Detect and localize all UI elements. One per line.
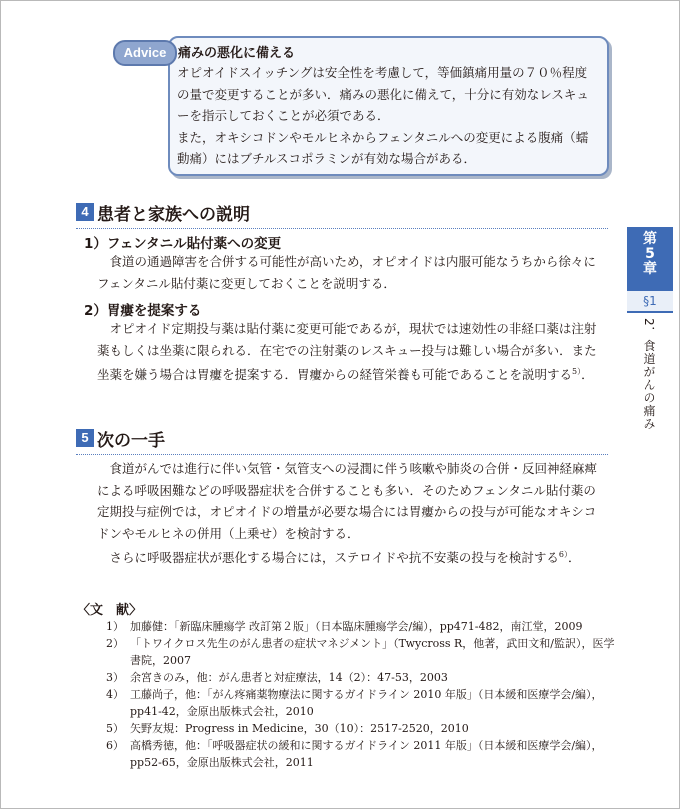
reference-number: 2） bbox=[106, 637, 124, 650]
advice-paragraph: オピオイドスイッチングは安全性を考慮して，等価鎮痛用量の７０％程度の量で変更することが多い．痛みの悪化に備えて，十分に有効なレスキューを指示しておくことが必須である． bbox=[177, 65, 589, 123]
paragraph-body: さらに呼吸器症状が悪化する場合には，ステロイドや抗不安薬の投与を検討する bbox=[109, 550, 559, 566]
reference-number: 4） bbox=[106, 688, 124, 701]
reference-item bbox=[100, 669, 615, 686]
section-title: 患者と家族への説明 bbox=[97, 205, 250, 225]
references-heading: 〈文 献〉 bbox=[77, 603, 143, 618]
reference-text: 高橋秀徳，他：「呼吸器症状の緩和に関するガイドライン 2011 年版」（日本緩和医療学会/編），pp52-65，金原出版株式会社，2011 bbox=[130, 739, 603, 769]
advice-title: 痛みの悪化に備える bbox=[178, 46, 296, 61]
paragraph-text: 食道の通過障害を合併する可能性が高いため，オピオイドは内服可能なうちから徐々にフェンタニル貼付薬に変更しておくことを説明する． bbox=[97, 254, 596, 291]
paragraph-text: 食道がんでは進行に伴い気管・気管支への浸潤に伴う咳嗽や肺炎の合併・反回神経麻痺による呼吸困難などの呼吸器症状を合併することも多い．そのためフェンタニル貼付薬の定期投与症例では，オピオイドの増量が必要な場合には胃瘻からの投与が可能なオキシコドンやモルヒネの併用（上乗せ）を検討する． bbox=[97, 461, 598, 541]
reference-text: 余宮きのみ，他：がん患者と対症療法，14（2）：47-53，2003 bbox=[130, 671, 448, 684]
section-number: 4 bbox=[76, 203, 94, 221]
paragraph-next-step bbox=[97, 458, 607, 569]
paragraph-text bbox=[97, 544, 607, 569]
section-tab: §1 bbox=[627, 291, 673, 313]
paragraph-fentanyl bbox=[97, 251, 607, 294]
citation-ref: 5） bbox=[572, 367, 582, 376]
reference-number: 1） bbox=[106, 620, 124, 633]
advice-body bbox=[177, 62, 599, 170]
section-heading-4 bbox=[76, 200, 608, 229]
advice-badge: Advice bbox=[113, 40, 177, 66]
paragraph-end: ． bbox=[581, 367, 594, 383]
chapter-tab bbox=[627, 227, 673, 291]
subheading-fentanyl: 1）フェンタニル貼付薬への変更 bbox=[84, 236, 282, 252]
paragraph-gastrostomy bbox=[97, 318, 607, 386]
reference-text: 工藤尚子，他：「がん疼痛薬物療法に関するガイドライン 2010 年版」（日本緩和医療学会/編），pp41-42，金原出版株式会社，2010 bbox=[130, 688, 603, 718]
reference-number: 6） bbox=[106, 739, 124, 752]
side-running-title: 2．食道がんの痛み bbox=[642, 318, 656, 431]
reference-item bbox=[100, 737, 615, 771]
chapter-label: 章 bbox=[643, 261, 657, 277]
reference-item bbox=[100, 618, 615, 635]
reference-item bbox=[100, 635, 615, 669]
reference-text: 矢野友規：Progress in Medicine，30（10）：2517-2520，2010 bbox=[130, 722, 469, 735]
references-list bbox=[100, 618, 615, 771]
paragraph-text bbox=[97, 318, 607, 386]
chapter-label: 第 bbox=[643, 231, 657, 247]
reference-text: 加藤健：「新臨床腫瘍学 改訂第２版」（日本臨床腫瘍学会/編），pp471-482，南江堂，2009 bbox=[130, 620, 583, 633]
advice-paragraph: また，オキシコドンやモルヒネからフェンタニルへの変更による腹痛（蠕動痛）にはブチルスコポラミンが有効な場合がある． bbox=[177, 129, 589, 166]
section-heading-5 bbox=[76, 426, 608, 455]
reference-number: 5） bbox=[106, 722, 124, 735]
citation-ref: 6） bbox=[558, 550, 568, 559]
section-title: 次の一手 bbox=[97, 431, 165, 451]
reference-item bbox=[100, 686, 615, 720]
reference-text: 「トワイクロス先生のがん患者の症状マネジメント」（Twycross R，他著，武田文和/監訳），医学書院，2007 bbox=[130, 637, 615, 667]
section-number: 5 bbox=[76, 429, 94, 447]
reference-number: 3） bbox=[106, 671, 124, 684]
paragraph-body: オピオイド定期投与薬は貼付薬に変更可能であるが，現状では速効性の非経口薬は注射薬もしくは坐薬に限られる．在宅での注射薬のレスキュー投与は難しい場合が多い．また坐薬を嫌う場合は胃瘻を提案する．胃瘻からの経管栄養も可能であることを説明する bbox=[97, 321, 597, 383]
subheading-gastrostomy: 2）胃瘻を提案する bbox=[84, 303, 202, 319]
reference-item bbox=[100, 720, 615, 737]
paragraph-end: ． bbox=[567, 550, 581, 566]
chapter-number: 5 bbox=[645, 246, 655, 262]
